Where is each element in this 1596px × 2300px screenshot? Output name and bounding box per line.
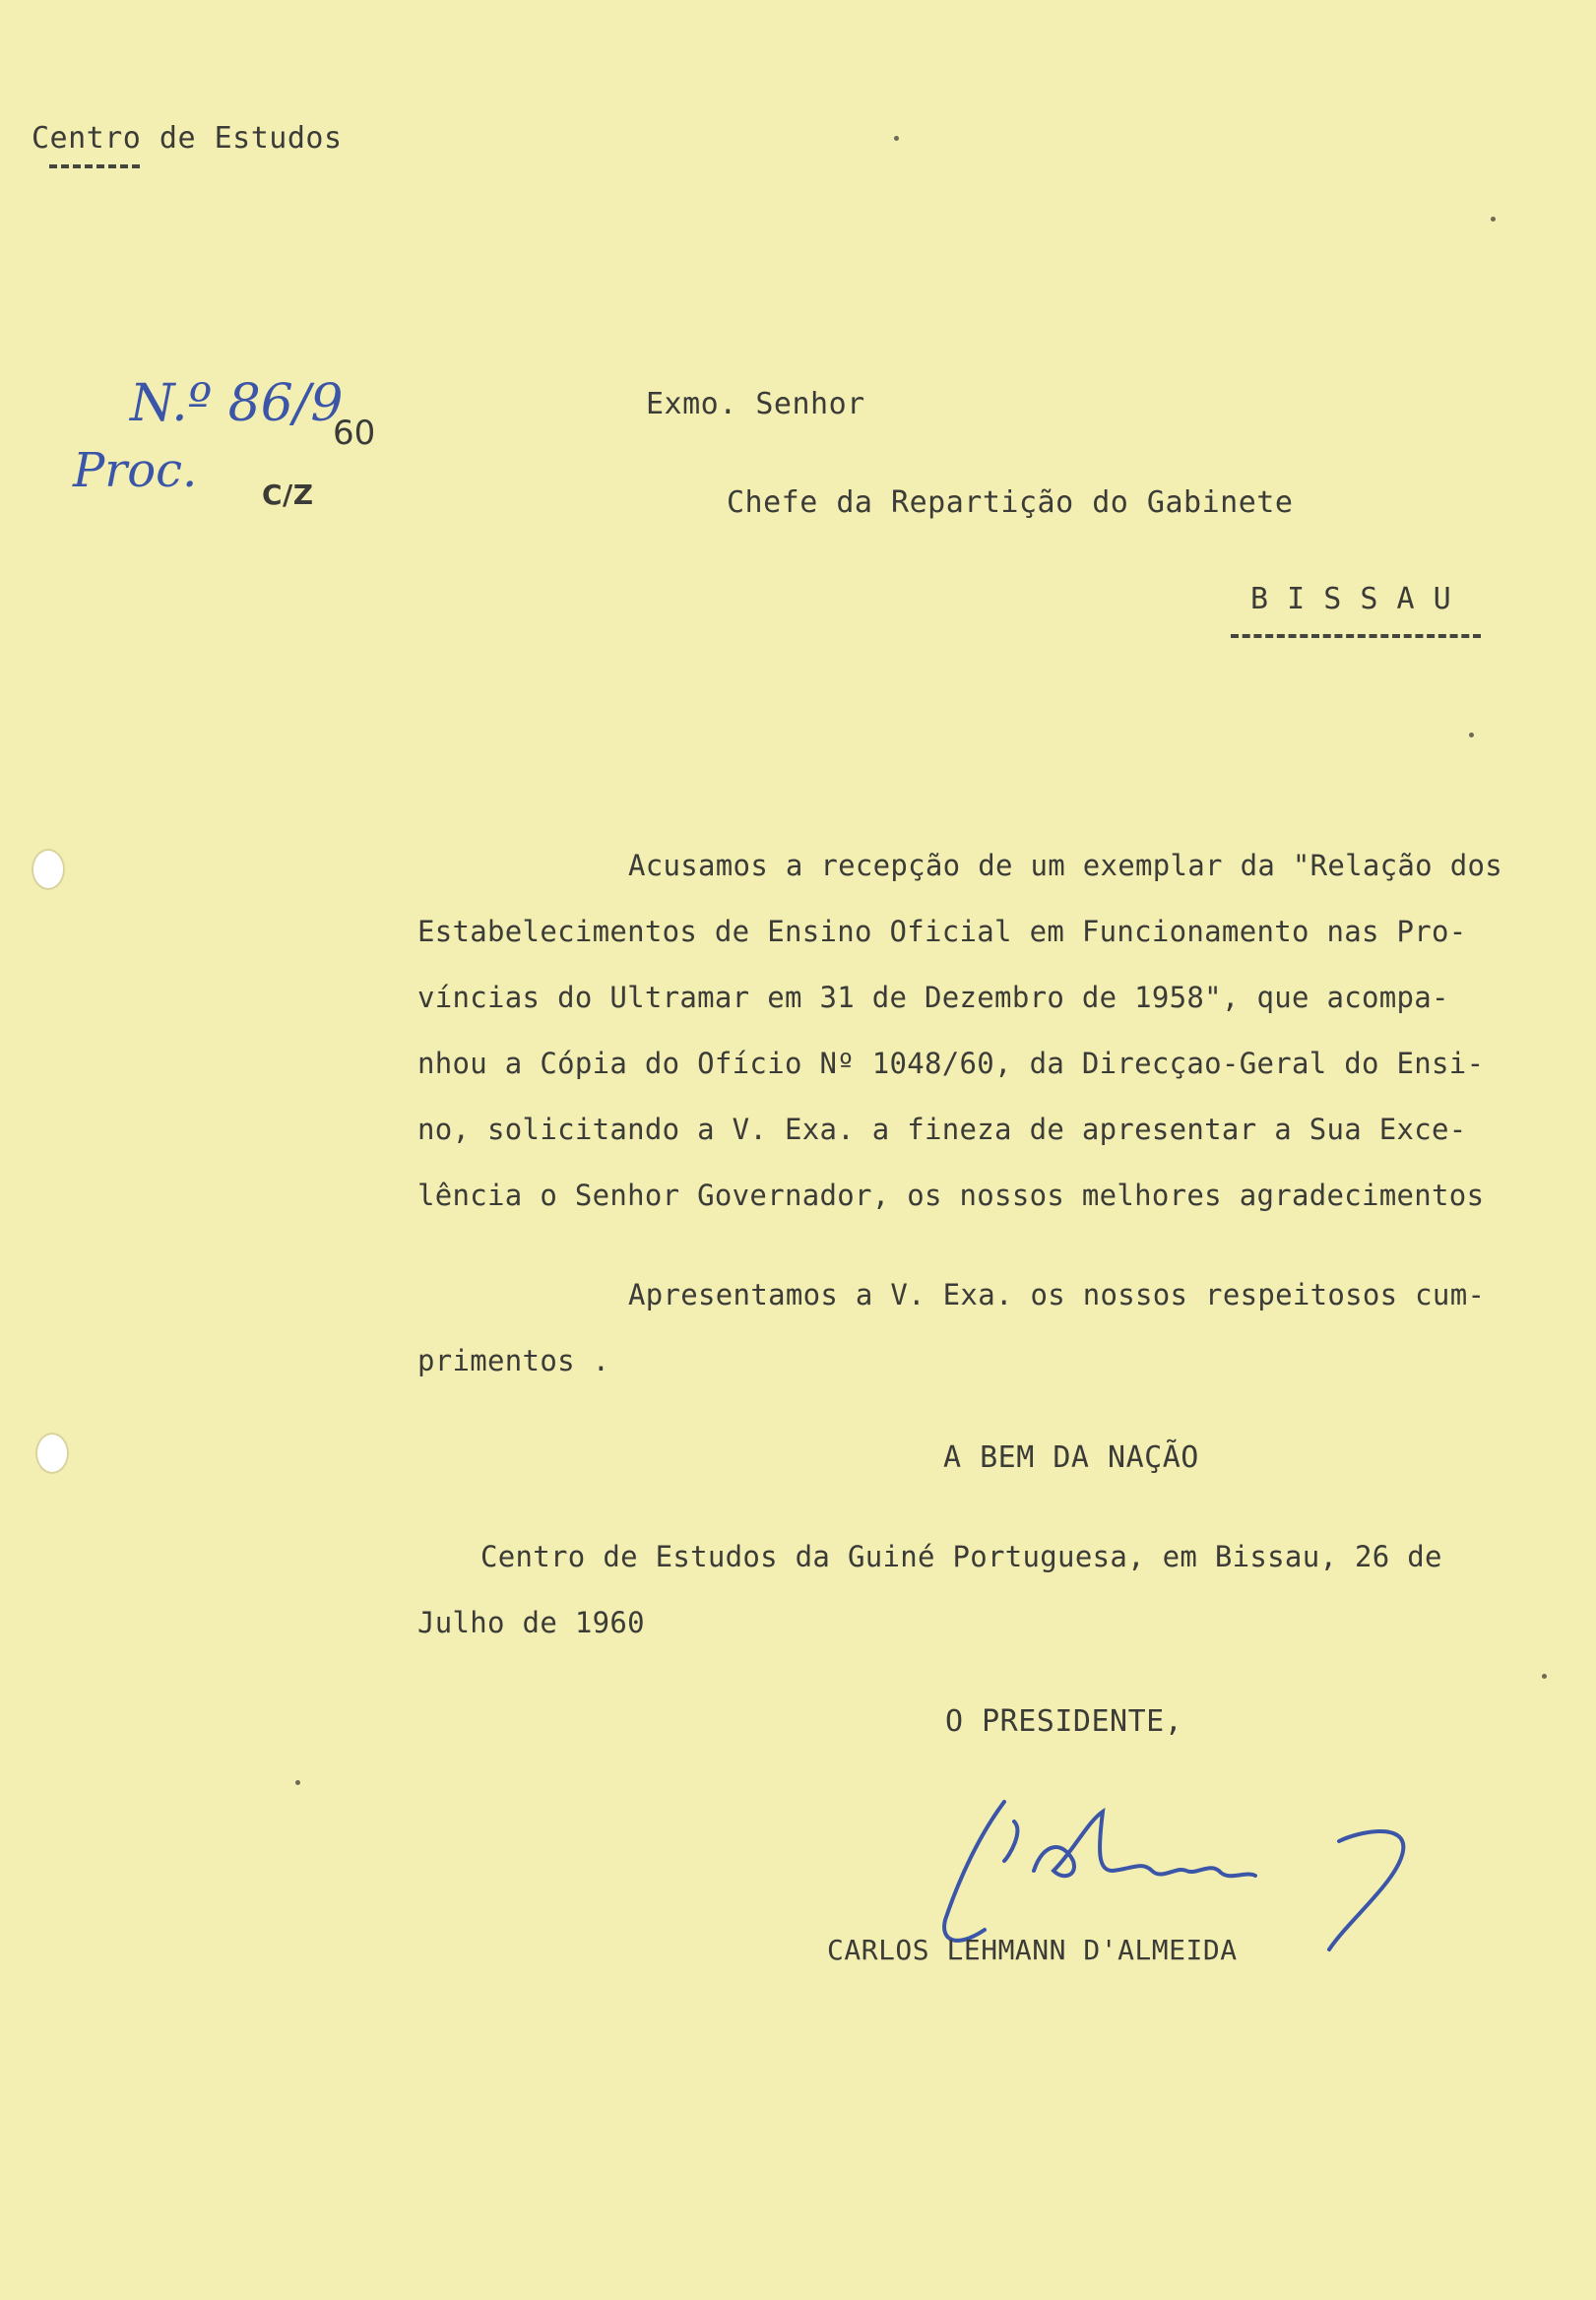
body-line: no, solicitando a V. Exa. a fineza de apresentar a Sua Exce- bbox=[417, 1113, 1467, 1146]
paper-speck bbox=[894, 136, 899, 141]
body-line: víncias do Ultramar em 31 de Dezembro de 1958", que acompa- bbox=[417, 981, 1449, 1014]
body-line: Acusamos a recepção de um exemplar da "Relação dos bbox=[628, 849, 1502, 882]
handwritten-proc: Proc. bbox=[73, 443, 198, 498]
paper-speck bbox=[1491, 217, 1496, 222]
closing-place-date: Julho de 1960 bbox=[417, 1606, 645, 1639]
recipient-salutation: Exmo. Senhor bbox=[646, 387, 865, 421]
body-line: Estabelecimentos de Ensino Oficial em Funcionamento nas Pro- bbox=[417, 915, 1467, 948]
body-line: primentos . bbox=[417, 1344, 610, 1377]
recipient-title: Chefe da Repartição do Gabinete bbox=[727, 485, 1294, 520]
body-line: Apresentamos a V. Exa. os nossos respeitosos cum- bbox=[628, 1278, 1486, 1311]
body-line: nhou a Cópia do Ofício Nº 1048/60, da Direcçao-Geral do Ensi- bbox=[417, 1047, 1485, 1080]
stamp-code: C/Z bbox=[262, 479, 314, 511]
paper-speck bbox=[295, 1780, 300, 1785]
punch-hole-top bbox=[32, 849, 65, 890]
body-line: lência o Senhor Governador, os nossos melhores agradecimentos bbox=[417, 1179, 1485, 1212]
closing-motto: A BEM DA NAÇÃO bbox=[943, 1440, 1199, 1475]
header-underline bbox=[49, 164, 140, 168]
punch-hole-bottom bbox=[35, 1433, 69, 1474]
recipient-city-underline bbox=[1231, 634, 1481, 638]
closing-place-date: Centro de Estudos da Guiné Portuguesa, em Bissau, 26 de bbox=[480, 1540, 1442, 1573]
handwritten-year: 60 bbox=[333, 414, 376, 453]
handwritten-file-number: N.º 86/9 bbox=[130, 374, 344, 433]
closing-role: O PRESIDENTE, bbox=[945, 1704, 1183, 1739]
signer-name: CARLOS LEHMANN D'ALMEIDA bbox=[827, 1934, 1238, 1966]
header-org-label: Centro de Estudos bbox=[32, 121, 343, 156]
paper-speck bbox=[1469, 733, 1474, 737]
paper-speck bbox=[1542, 1674, 1547, 1679]
recipient-city: B I S S A U bbox=[1250, 582, 1452, 616]
